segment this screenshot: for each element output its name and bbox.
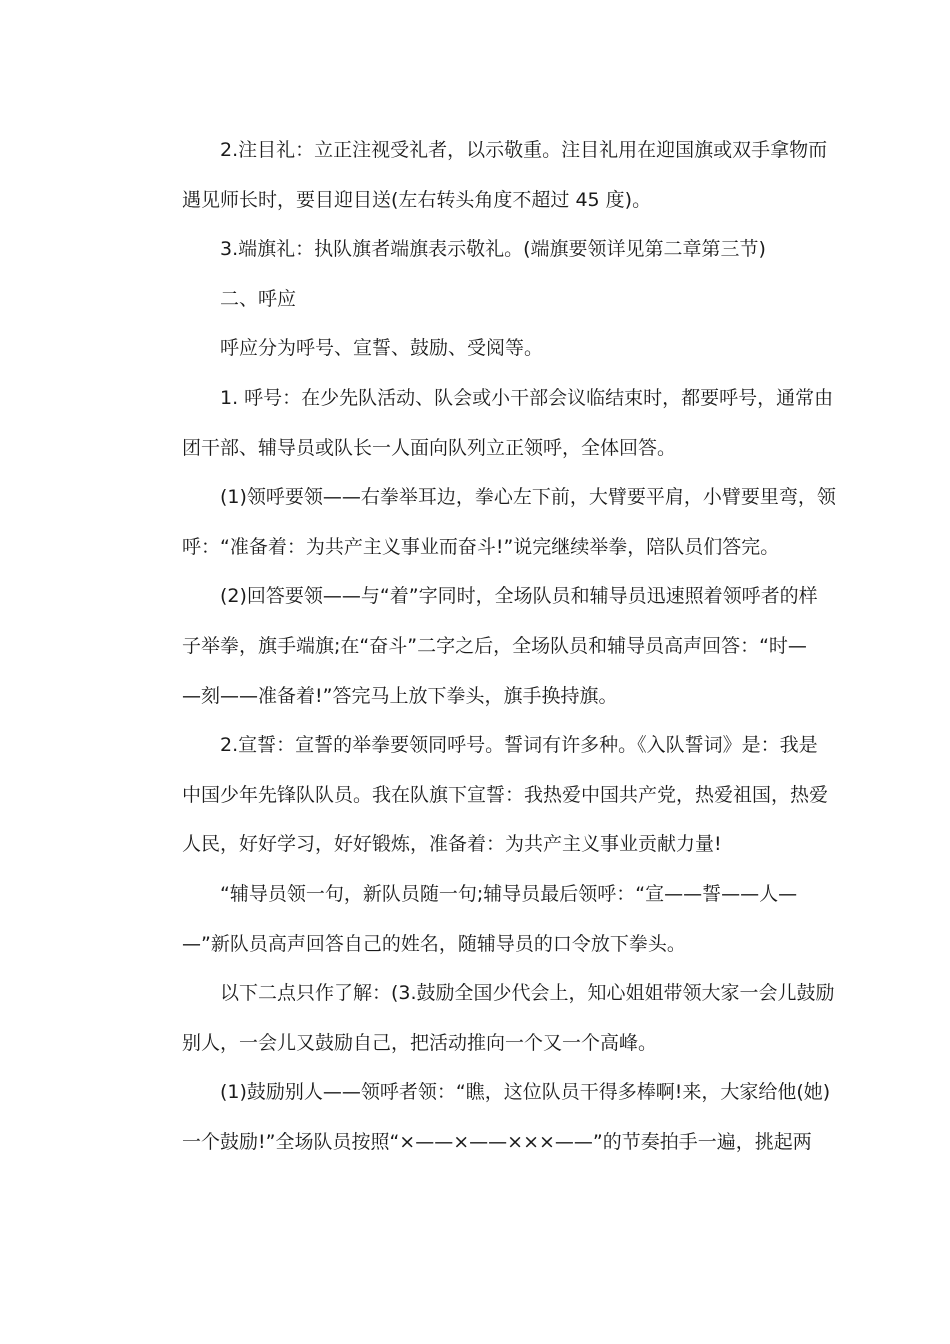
document-body — [144, 126, 836, 1167]
paragraph-oath-procedure — [144, 870, 809, 969]
text-line: 呼：“准备着：为共产主义事业而奋斗!”说完继续举拳，陪队员们答完。 — [182, 535, 780, 558]
paragraph-lead-slogan — [144, 473, 836, 572]
text-line: 3.端旗礼：执队旗者端旗表示敬礼。(端旗要领详见第二章第三节) — [220, 238, 766, 261]
text-line: (2)回答要领——与“着”字同时，全场队员和辅导员迅速照着领呼者的样 — [220, 585, 818, 608]
paragraph-flag-salute — [144, 225, 809, 275]
text-line: —”新队员高声回答自己的姓名，随辅导员的口令放下拳头。 — [182, 932, 686, 955]
text-line: 子举拳，旗手端旗;在“奋斗”二字之后，全场队员和辅导员高声回答：“时— — [182, 634, 807, 657]
text-line: 呼应分为呼号、宣誓、鼓励、受阅等。 — [220, 337, 544, 360]
text-line: 以下二点只作了解：(3.鼓励全国少代会上，知心姐姐带领大家一会儿鼓励 — [220, 982, 835, 1005]
text-line: (1)领呼要领——右拳举耳边，拳心左下前，大臂要平肩，小臂要里弯，领 — [220, 486, 836, 509]
text-line: 一个鼓励!”全场队员按照“×——×——×××——”的节奏拍手一遍，挑起两 — [182, 1130, 812, 1153]
text-line: “辅导员领一句，新队员随一句;辅导员最后领呼：“宣——誓——人— — [220, 882, 798, 905]
paragraph-attention-salute — [144, 126, 828, 225]
text-line: —刻——准备着!”答完马上放下拳头，旗手换持旗。 — [182, 684, 618, 707]
text-line: 2.注目礼：立正注视受礼者，以示敬重。注目礼用在迎国旗或双手拿物而 — [220, 139, 828, 161]
text-line: 别人，一会儿又鼓励自己，把活动推向一个又一个高峰。 — [182, 1031, 658, 1054]
paragraph-response-types — [144, 324, 809, 374]
paragraph-oath — [144, 721, 829, 870]
text-line: 1. 呼号：在少先队活动、队会或小干部会议临结束时，都要呼号，通常由 — [220, 386, 834, 409]
text-line: (1)鼓励别人——领呼者领：“瞧，这位队员干得多棒啊!来，大家给他(她) — [220, 1081, 831, 1104]
section-heading-response — [144, 275, 809, 325]
text-line: 团干部、辅导员或队长一人面向队列立正领呼，全体回答。 — [182, 436, 677, 459]
text-line: 人民，好好学习，好好锻炼，准备着：为共产主义事业贡献力量! — [182, 833, 722, 856]
text-line: 中国少年先锋队队员。我在队旗下宣誓：我热爱中国共产党，热爱祖国，热爱 — [182, 783, 829, 806]
text-line: 遇见师长时，要目迎目送(左右转头角度不超过 45 度)。 — [182, 188, 652, 211]
paragraph-slogan — [144, 374, 834, 473]
section-heading: 二、呼应 — [220, 287, 297, 310]
paragraph-encourage-others — [144, 1068, 831, 1167]
text-line: 2.宣誓：宣誓的举拳要领同呼号。誓词有许多种。《入队誓词》是：我是 — [220, 734, 818, 757]
paragraph-encouragement — [144, 969, 835, 1068]
paragraph-answer — [144, 572, 818, 721]
